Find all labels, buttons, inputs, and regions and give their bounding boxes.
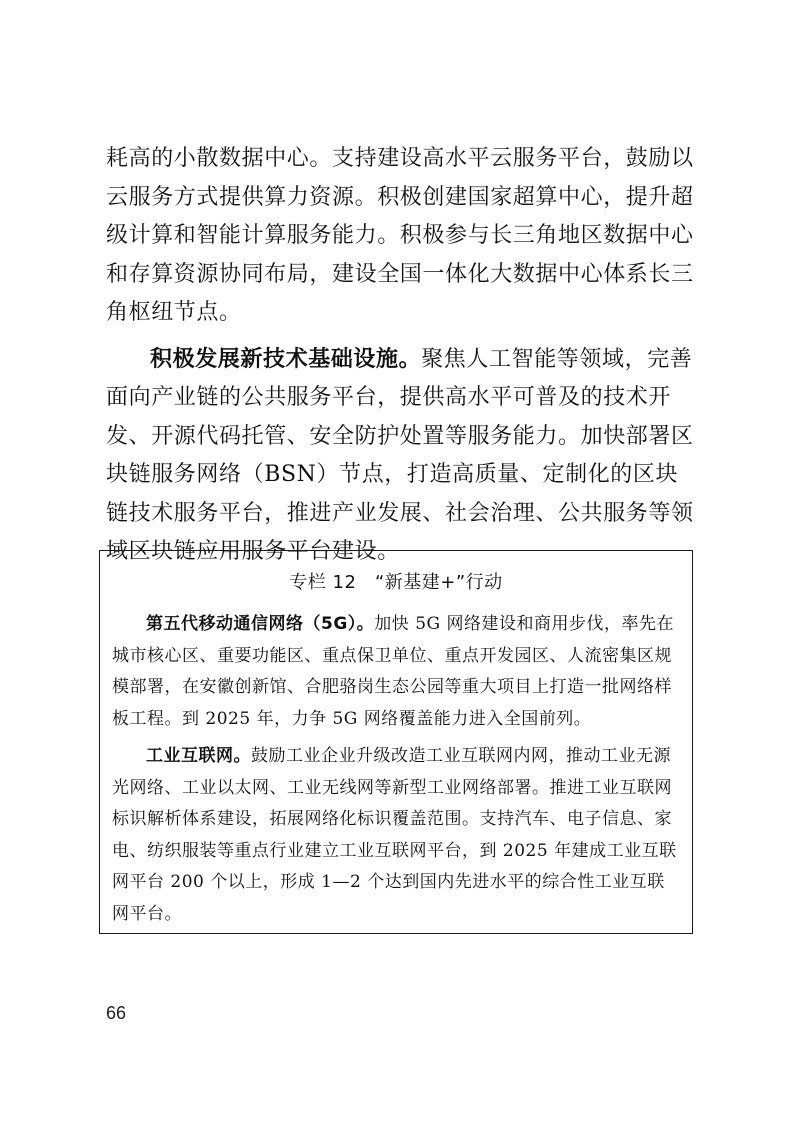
paragraph-new-tech-infrastructure (106, 341, 694, 572)
sidebar-box (99, 550, 693, 934)
box-item-industrial-internet (112, 741, 682, 930)
box-item-text: 鼓励工业企业升级改造工业互联网内网，推动工业无源光网络、工业以太网、工业无线网等新型工业网络部署。推进工业互联网标识解析体系建设，拓展网络化标识覆盖范围。支持汽车、电子信息、家电、纺织服装等重点行业建立工业互联网平台，到 2025 年建成工业互联网平台 200 个以上，形成 1—2 个达到国内先进水平的综合性工业互联网平台。 (112, 746, 677, 924)
paragraph-continuation (106, 140, 694, 333)
box-item-text: 加快 5G 网络建设和商用步伐，率先在城市核心区、重要功能区、重点保卫单位、重点开发园区、人流密集区规模部署，在安徽创新馆、合肥骆岗生态公园等重大项目上打造一批网络样板工程。到 2025 年，力争 5G 网络覆盖能力进入全国前列。 (112, 614, 674, 729)
paragraph-text: 聚焦人工智能等领域，完善面向产业链的公共服务平台，提供高水平可普及的技术开发、开源代码托管、安全防护处置等服务能力。加快部署区块链服务网络（BSN）节点，打造高质量、定制化的区块链技术服务平台，推进产业发展、社会治理、公共服务等领域区块链应用服务平台建设。 (106, 346, 694, 564)
paragraph-text: 耗高的小散数据中心。支持建设高水平云服务平台，鼓励以云服务方式提供算力资源。积极创建国家超算中心，提升超级计算和智能计算服务能力。积极参与长三角地区数据中心和存算资源协同布局，建设全国一体化大数据中心体系长三角枢纽节点。 (106, 146, 694, 325)
box-item-heading: 工业互联网。 (146, 746, 251, 766)
box-title: 专栏 12 “新基建+”行动 (289, 572, 503, 593)
box-content (112, 609, 682, 936)
box-item-5g (112, 609, 682, 735)
paragraph-heading: 积极发展新技术基础设施。 (150, 346, 422, 372)
box-item-heading: 第五代移动通信网络（5G）。 (146, 614, 375, 634)
body-text (106, 140, 694, 580)
page-number: 66 (106, 1003, 127, 1023)
